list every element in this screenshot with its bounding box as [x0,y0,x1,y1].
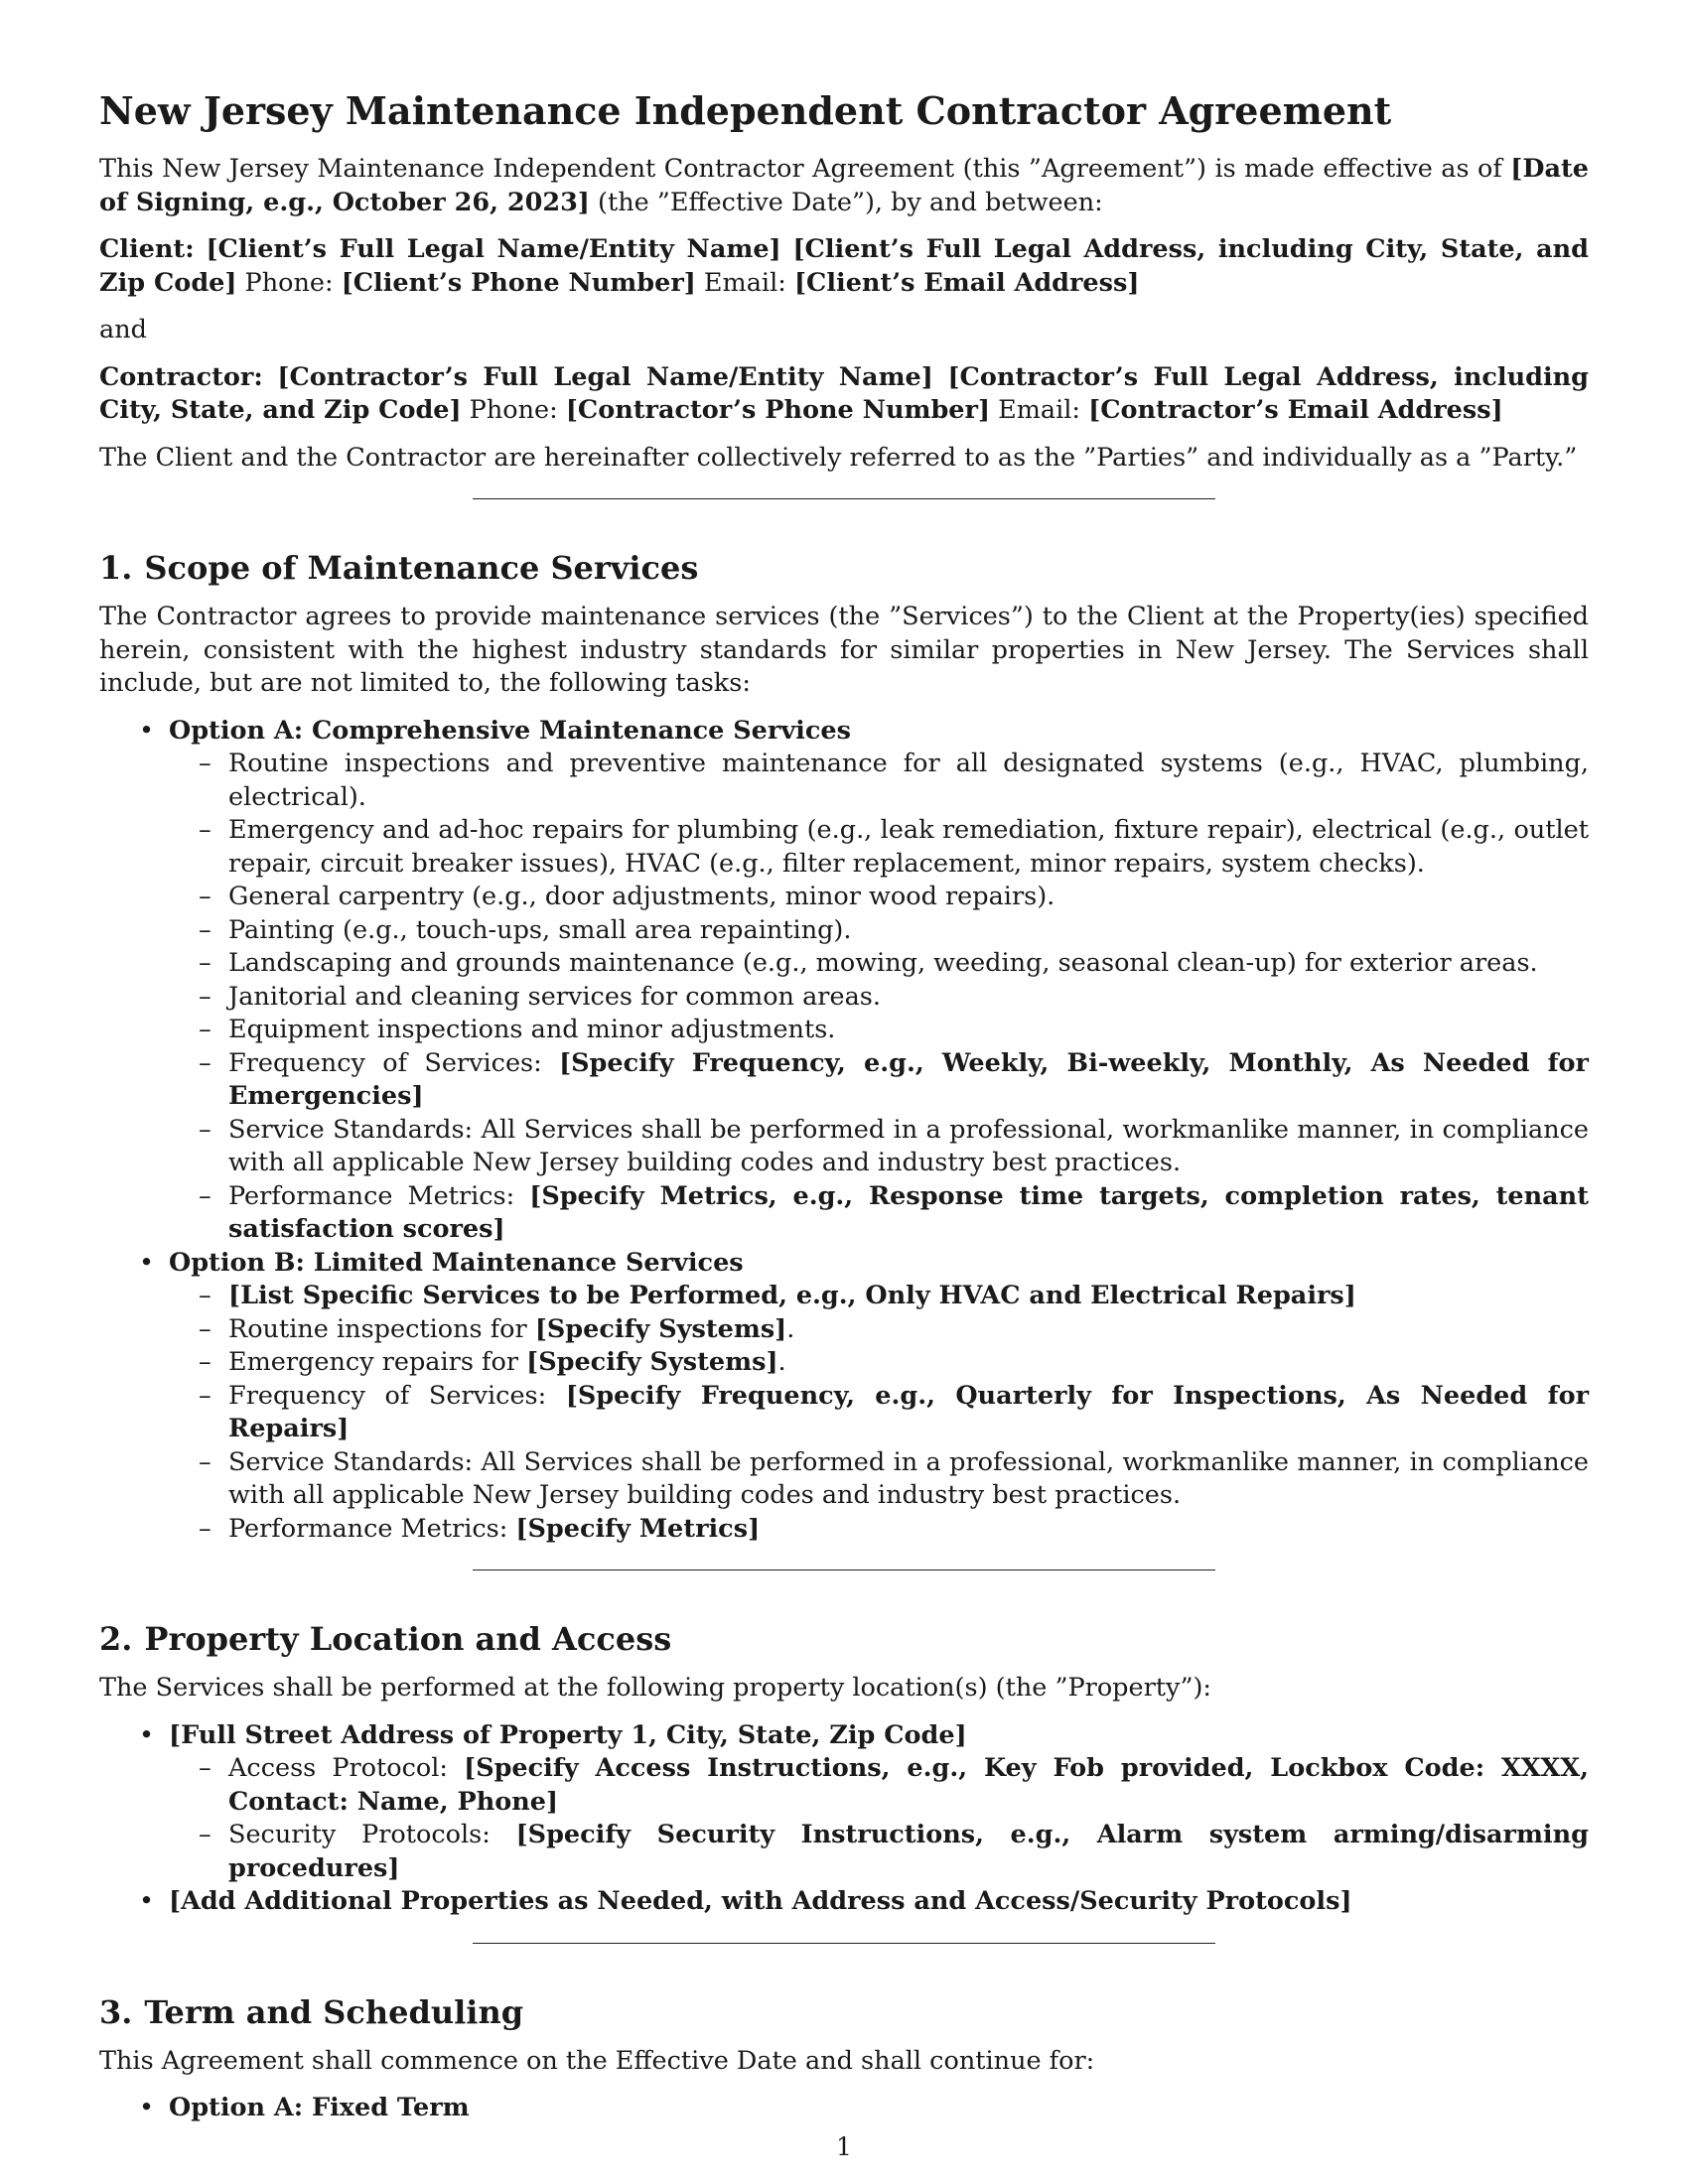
client-address: [Client’s Full Legal Address, including City, State, and Zip Code] [99,234,1589,298]
intro-text-2: (the ”Effective Date”), by and between: [589,187,1103,217]
option-b-item [169,1247,1589,1547]
client-block [99,233,1589,300]
services-placeholder: [List Specific Services to be Performed, e.g., Only HVAC and Electrical Repairs] [228,1281,1356,1310]
list-item: – Landscaping and grounds maintenance (e.g., mowing, weeding, seasonal clean-up) for exterior areas. [228,947,1589,981]
security-label: Security Protocols: [228,1820,516,1849]
list-item [228,1047,1589,1114]
inspections-label: Routine inspections for [228,1313,535,1344]
section-1-intro: The Contractor agrees to provide maintenance services (the ”Services”) to the Client at the Property(ies) specified herein, consistent with the highest industry standards for similar properties in New Jersey. The Services shall include, but are not limited to, the following tasks: [99,602,1589,698]
section-1-heading [99,547,1589,589]
punctuation: . [786,1313,795,1344]
section-3-number: 3. [99,1992,133,2031]
list-item: – Service Standards: All Services shall be performed in a professional, workmanlike manner, in compliance with all applicable New Jersey building codes and industry best practices. [228,1114,1589,1180]
security-placeholder: [Specify Security Instructions, e.g., Alarm system arming/disarming procedures] [228,1820,1589,1883]
contractor-address: [Contractor’s Full Legal Address, including City, State, and Zip Code] [99,361,1589,425]
option-a-tasks [169,748,1589,1247]
client-name: [Client’s Full Legal Name/Entity Name] [206,234,781,264]
list-item [228,1513,1589,1547]
property-list [99,1719,1589,1919]
contractor-email-label: Email: [990,395,1089,425]
access-placeholder: [Specify Access Instructions, e.g., Key Fob provided, Lockbox Code: XXXX, Contact: Name, Phone] [228,1753,1589,1817]
list-item [228,1346,1589,1380]
option-b-tasks [169,1280,1589,1546]
option-a-item [169,715,1589,1247]
intro-paragraph [99,153,1589,219]
contractor-phone: [Contractor’s Phone Number] [565,395,991,425]
frequency-placeholder: [Specify Frequency, e.g., Weekly, Bi-weekly, Monthly, As Needed for Emergencies] [228,1047,1589,1111]
section-divider [473,498,1215,499]
list-item: – Service Standards: All Services shall be performed in a professional, workmanlike manner, in compliance with all applicable New Jersey building codes and industry best practices. [228,1446,1589,1513]
list-item [228,1280,1589,1313]
frequency-label: Frequency of Services: [228,1047,560,1078]
contractor-label: Contractor: [99,361,263,392]
list-item: – Equipment inspections and minor adjustments. [228,1014,1589,1047]
list-item: – General carpentry (e.g., door adjustments, minor wood repairs). [228,881,1589,914]
list-item: – Routine inspections and preventive maintenance for all designated systems (e.g., HVAC, plumbing, electrical). [228,748,1589,814]
term-option-item [169,2092,1589,2125]
client-phone: [Client’s Phone Number] [341,267,696,298]
document-page [99,87,1589,2125]
metrics-label: Performance Metrics: [228,1180,530,1211]
metrics-placeholder: [Specify Metrics] [515,1513,761,1544]
frequency-placeholder: [Specify Frequency, e.g., Quarterly for Inspections, As Needed for Repairs] [228,1380,1590,1443]
punctuation: . [777,1347,786,1377]
list-item [228,1313,1589,1347]
contractor-email: [Contractor’s Email Address] [1088,395,1503,425]
list-item [228,1819,1589,1885]
section-divider [473,1943,1215,1944]
client-phone-label: Phone: [236,267,342,298]
access-label: Access Protocol: [228,1753,465,1783]
property-item [169,1719,1589,1886]
section-2-heading [99,1618,1589,1660]
contractor-phone-label: Phone: [461,395,566,425]
section-1-title: Scope of Maintenance Services [144,549,699,587]
systems-placeholder: [Specify Systems] [534,1313,787,1344]
option-a-title: Option A: Comprehensive Maintenance Services [169,715,851,746]
metrics-placeholder: [Specify Metrics, e.g., Response time targets, completion rates, tenant satisfaction scores] [228,1180,1589,1244]
fixed-term-title: Option A: Fixed Term [169,2093,470,2122]
effective-date-placeholder: [Date of Signing, e.g., October 26, 2023] [99,154,1589,217]
client-email: [Client’s Email Address] [793,267,1140,298]
property-item [169,1885,1589,1919]
systems-placeholder: [Specify Systems] [526,1347,778,1377]
client-label: Client: [99,234,195,264]
contractor-name: [Contractor’s Full Legal Name/Entity Name] [277,361,933,392]
metrics-label: Performance Metrics: [228,1513,516,1544]
client-email-label: Email: [695,267,794,298]
section-3-intro: This Agreement shall commence on the Effective Date and shall continue for: [99,2045,1095,2076]
frequency-label: Frequency of Services: [228,1380,566,1411]
and-text: and [99,315,147,344]
property-protocols [169,1752,1589,1885]
list-item [228,1380,1589,1446]
emergency-label: Emergency repairs for [228,1347,527,1377]
section-3-heading [99,1991,1589,2033]
list-item [228,1180,1589,1247]
intro-text-1: This New Jersey Maintenance Independent Contractor Agreement (this ”Agreement”) is made effective as of [99,154,1511,184]
list-item: – Emergency and ad-hoc repairs for plumbing (e.g., leak remediation, fixture repair), electrical (e.g., outlet repair, circuit breaker issues), HVAC (e.g., filter replacement, minor repairs, system checks). [228,814,1589,881]
list-item [228,1752,1589,1819]
section-2-title: Property Location and Access [144,1620,672,1658]
section-1-number: 1. [99,549,133,587]
parties-paragraph: The Client and the Contractor are hereinafter collectively referred to as the ”Parties” and individually as a ”Party.” [99,442,1578,473]
contractor-block [99,361,1589,428]
section-1-options [99,715,1589,1547]
section-2-intro: The Services shall be performed at the following property location(s) (the ”Property”): [99,1673,1212,1703]
additional-properties-placeholder: [Add Additional Properties as Needed, with Address and Access/Security Protocols] [169,1886,1352,1916]
section-3-title: Term and Scheduling [144,1992,524,2031]
section-2-number: 2. [99,1620,133,1658]
list-item: – Janitorial and cleaning services for common areas. [228,981,1589,1015]
property-address-placeholder: [Full Street Address of Property 1, City, State, Zip Code] [169,1719,967,1750]
page-number: 1 [836,2132,852,2161]
term-options [99,2092,1589,2125]
document-title: New Jersey Maintenance Independent Contractor Agreement [99,88,1392,133]
list-item: – Painting (e.g., touch-ups, small area repainting). [228,914,1589,948]
option-b-title: Option B: Limited Maintenance Services [169,1247,744,1278]
